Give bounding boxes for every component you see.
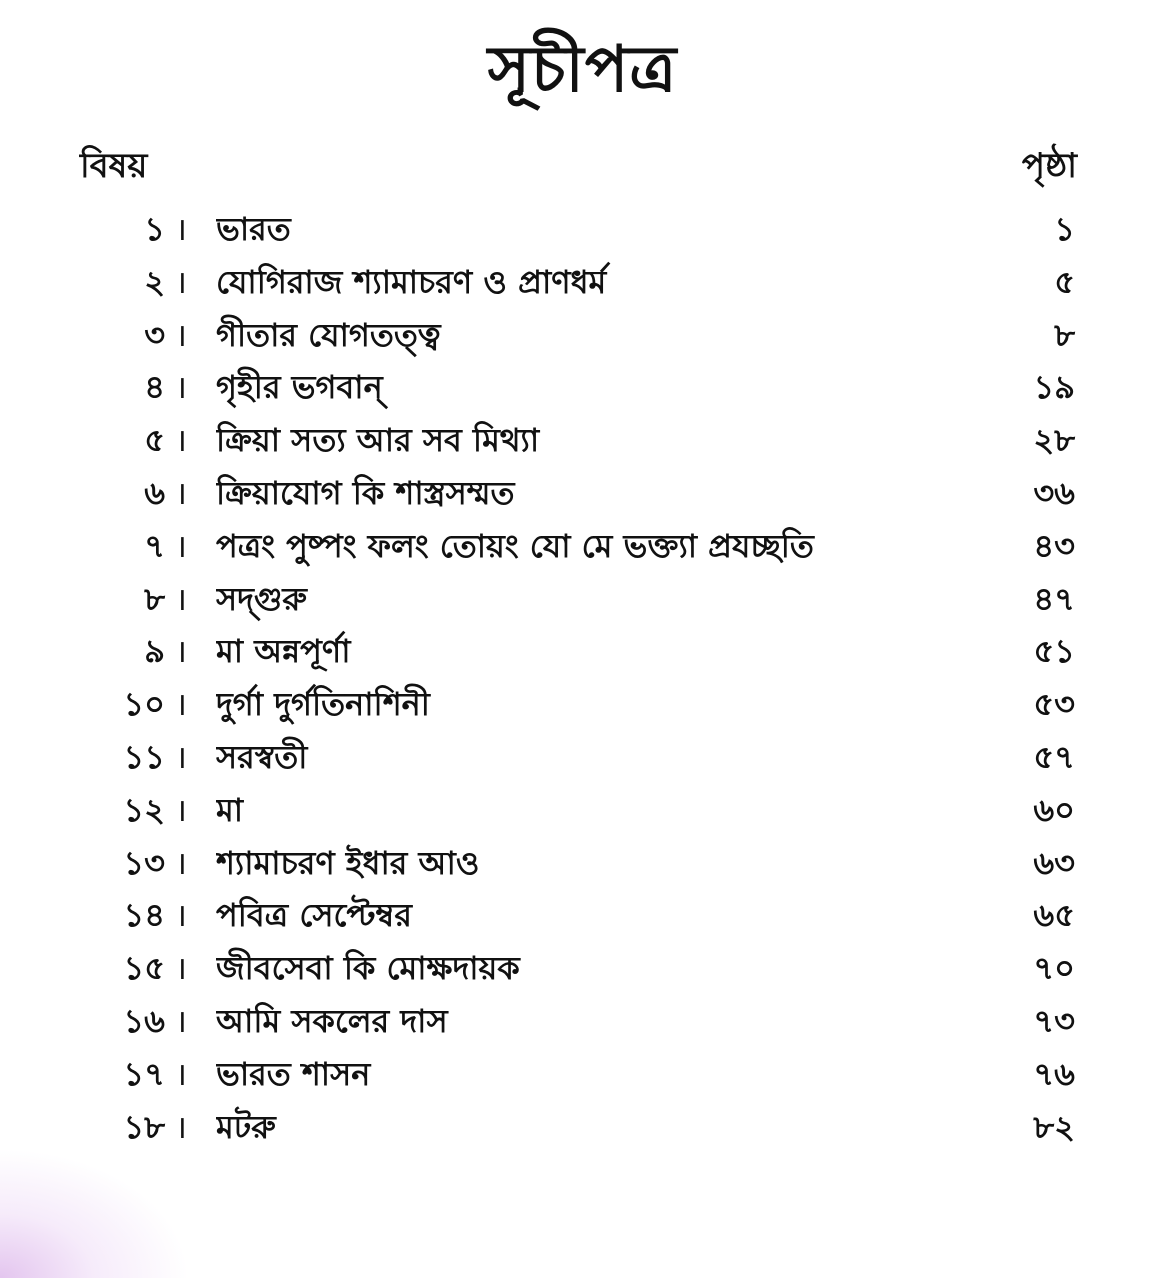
toc-list bbox=[0, 203, 1165, 1153]
entry-number: ৬ bbox=[144, 473, 165, 512]
entry-number: ১৭ bbox=[123, 1054, 165, 1093]
toc-entry bbox=[0, 625, 1165, 678]
entry-number: ৭ bbox=[144, 526, 165, 565]
entry-number: ২ bbox=[144, 262, 165, 301]
toc-entry bbox=[0, 256, 1165, 309]
entry-number: ৮ bbox=[144, 579, 165, 618]
entry-page-number: ৭৩ bbox=[1033, 1001, 1075, 1040]
entry-page-number: ৬০ bbox=[1033, 790, 1075, 829]
toc-entry bbox=[0, 1048, 1165, 1101]
entry-title: পত্রং পুষ্পং ফলং তোয়ং যো মে ভক্ত্যা প্রযচ্ছতি bbox=[216, 526, 814, 565]
toc-entry bbox=[0, 678, 1165, 731]
entry-page-number: ৭০ bbox=[1033, 949, 1075, 988]
toc-entry bbox=[0, 731, 1165, 784]
entry-page-number: ৬৫ bbox=[1033, 896, 1075, 935]
entry-separator: । bbox=[174, 1054, 188, 1093]
entry-separator: । bbox=[174, 843, 188, 882]
entry-separator: । bbox=[174, 210, 188, 248]
entry-number: ৪ bbox=[144, 368, 165, 407]
entry-title: গীতার যোগতত্ত্ব bbox=[216, 315, 441, 354]
entry-title: সরস্বতী bbox=[216, 737, 308, 776]
entry-title: আমি সকলের দাস bbox=[216, 1001, 448, 1040]
toc-entry bbox=[0, 414, 1165, 467]
entry-page-number: ৮২ bbox=[1033, 1107, 1075, 1146]
entry-title: ক্রিয়াযোগ কি শাস্ত্রসম্মত bbox=[216, 473, 515, 512]
entry-number: ১৩ bbox=[123, 843, 165, 882]
subject-column-header: বিষয় bbox=[80, 146, 148, 186]
toc-entry bbox=[0, 467, 1165, 520]
entry-page-number: ৩৬ bbox=[1033, 473, 1075, 512]
entry-title: মা bbox=[216, 790, 244, 829]
entry-number: ১১ bbox=[123, 737, 165, 776]
entry-separator: । bbox=[174, 315, 188, 354]
entry-page-number: ৫৭ bbox=[1033, 737, 1075, 776]
toc-entry bbox=[0, 573, 1165, 626]
entry-separator: । bbox=[174, 632, 188, 671]
entry-title: জীবসেবা কি মোক্ষদায়ক bbox=[216, 949, 520, 988]
entry-number: ৩ bbox=[144, 315, 165, 354]
entry-page-number: ৪৩ bbox=[1033, 526, 1075, 565]
entry-number: ১৫ bbox=[123, 949, 165, 988]
paper-stain bbox=[0, 1148, 190, 1278]
toc-entry bbox=[0, 942, 1165, 995]
toc-entry bbox=[0, 889, 1165, 942]
entry-number: ১ bbox=[144, 210, 165, 248]
page-title: সূচীপত্র bbox=[487, 33, 678, 107]
entry-number: ১০ bbox=[123, 685, 165, 724]
entry-page-number: ৮ bbox=[1054, 315, 1075, 354]
entry-number: ১৪ bbox=[123, 896, 165, 935]
entry-title: মটরু bbox=[216, 1107, 276, 1146]
entry-page-number: ৫৩ bbox=[1033, 685, 1075, 724]
entry-title: সদ্গুরু bbox=[216, 579, 307, 618]
entry-number: ১২ bbox=[123, 790, 165, 829]
entry-page-number: ৫১ bbox=[1033, 632, 1075, 671]
entry-title: পবিত্র সেপ্টেম্বর bbox=[216, 896, 412, 935]
entry-title: গৃহীর ভগবান্ bbox=[216, 368, 383, 407]
toc-entry bbox=[0, 520, 1165, 573]
entry-title: যোগিরাজ শ্যামাচরণ ও প্রাণধর্ম bbox=[216, 262, 607, 301]
entry-separator: । bbox=[174, 473, 188, 512]
entry-separator: । bbox=[174, 949, 188, 988]
entry-separator: । bbox=[174, 737, 188, 776]
entry-separator: । bbox=[174, 896, 188, 935]
entry-separator: । bbox=[174, 1001, 188, 1040]
toc-entry bbox=[0, 361, 1165, 414]
entry-separator: । bbox=[174, 421, 188, 460]
entry-title: ভারত শাসন bbox=[216, 1054, 371, 1093]
toc-entry bbox=[0, 203, 1165, 256]
entry-title: শ্যামাচরণ ইধার আও bbox=[216, 843, 480, 882]
entry-separator: । bbox=[174, 526, 188, 565]
entry-separator: । bbox=[174, 368, 188, 407]
toc-entry bbox=[0, 837, 1165, 890]
toc-entry bbox=[0, 1101, 1165, 1154]
page-column-header: পৃষ্ঠা bbox=[1021, 146, 1077, 186]
entry-page-number: ১ bbox=[1054, 210, 1075, 248]
entry-number: ১৮ bbox=[123, 1107, 165, 1146]
entry-number: ৯ bbox=[144, 632, 165, 671]
entry-page-number: ৫ bbox=[1054, 262, 1075, 301]
entry-separator: । bbox=[174, 685, 188, 724]
entry-number: ৫ bbox=[144, 421, 165, 460]
toc-entry bbox=[0, 309, 1165, 362]
entry-title: দুর্গা দুর্গতিনাশিনী bbox=[216, 685, 430, 724]
entry-page-number: ১৯ bbox=[1033, 368, 1075, 407]
toc-entry bbox=[0, 995, 1165, 1048]
entry-separator: । bbox=[174, 1107, 188, 1146]
entry-separator: । bbox=[174, 790, 188, 829]
entry-title: মা অন্নপূর্ণা bbox=[216, 632, 351, 671]
entry-title: ক্রিয়া সত্য আর সব মিথ্যা bbox=[216, 421, 540, 460]
entry-page-number: ৪৭ bbox=[1033, 579, 1075, 618]
toc-entry bbox=[0, 784, 1165, 837]
entry-separator: । bbox=[174, 262, 188, 301]
entry-page-number: ৬৩ bbox=[1033, 843, 1075, 882]
entry-number: ১৬ bbox=[123, 1001, 165, 1040]
entry-title: ভারত bbox=[216, 210, 291, 248]
entry-separator: । bbox=[174, 579, 188, 618]
entry-page-number: ৭৬ bbox=[1033, 1054, 1075, 1093]
entry-page-number: ২৮ bbox=[1033, 421, 1075, 460]
